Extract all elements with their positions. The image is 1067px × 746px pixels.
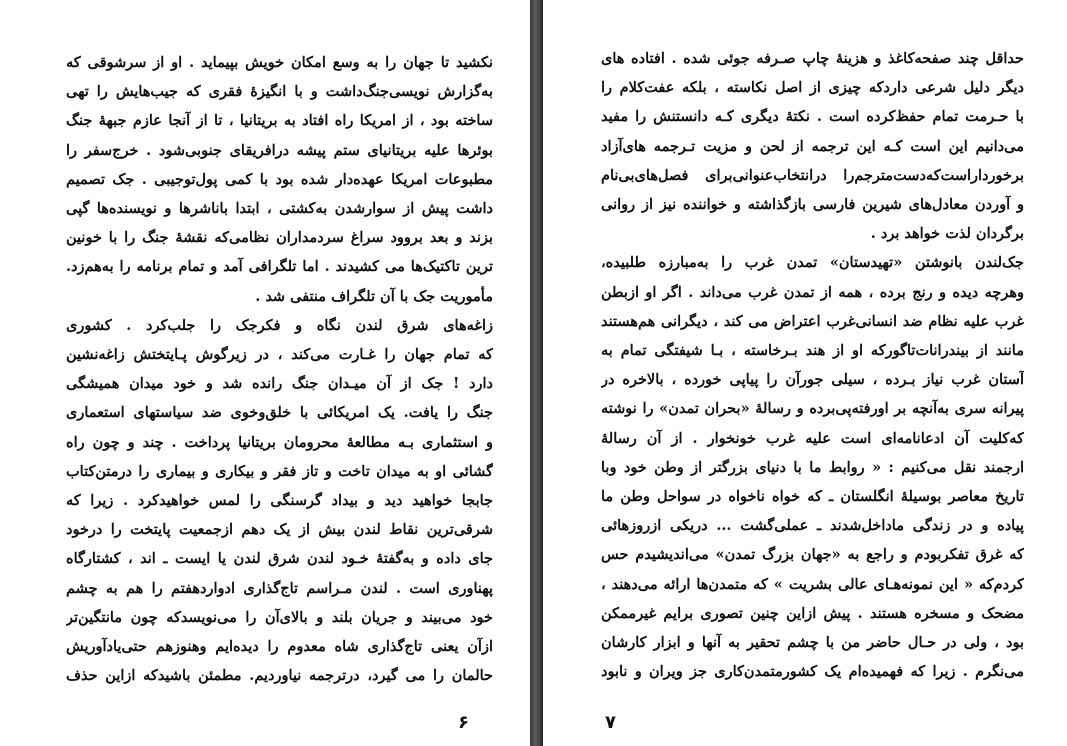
text-line: ساخته بود ، از امریکا راه افتاد به بریتانیا ، تا از آنجا عازم جبههٔ جنگ xyxy=(66,112,493,130)
text-line: گشائی او به میدان تاخت و تاز فقر و بیکاری و بیماری را درمتن‌کتاب xyxy=(66,462,493,480)
text-line: مطبوعات امریکا عهده‌دار شده بود با کمی پول‌توجیبی . جک تصمیم xyxy=(66,170,493,188)
text-line: و آوردن معادل‌های شیرین فارسی بازگذاشته و خواننده نیز از روانی xyxy=(601,196,1024,214)
text-line: به‌گزارش نویسی‌جنگ‌داشت و با انگیزهٔ فقری که جیب‌هایش را تهی xyxy=(66,83,493,101)
text-line: که تمام جهان را غـارت می‌کند ، در زیرگوش پـایتختش زاغه‌نشین xyxy=(66,346,493,364)
text-line: می‌نگرم . زیرا که فهمیده‌ام یک کشورمتمدن‌کاری جز ویران و نابود xyxy=(601,663,1024,681)
right-page xyxy=(543,0,1067,746)
text-line: آستان غرب نیاز بـرده ، سیلی جورآن را پیاپی خورده ، بالاخره در xyxy=(601,371,1024,389)
text-line: جنگ را یافت. یک امریکائی با خلق‌وخوی ضد سیاستهای استعماری xyxy=(66,404,493,422)
text-line: ترین تاکتیک‌ها می کشیدند . اما تلگرافی آمد و تمام برنامه را به‌هم‌زد. xyxy=(66,258,493,276)
text-line: که‌کلیت آن ادعانامه‌ای است علیه غرب خونخوار . از آن رسالهٔ xyxy=(601,429,1024,447)
left-page-number: ۶ xyxy=(458,712,469,733)
text-line: وهرچه دیده و رنج برده ، همه از تمدن غرب می‌داند . اگر او ازبطن xyxy=(601,283,1024,301)
text-line: با حـرمت تمام حفظ‌کرده است . نکتهٔ دیگری کـه دانستنش را مفید xyxy=(601,108,1024,126)
text-line: کردم‌که « این نمونه‌هـای عالی بشریت » که متمدن‌ها ارائه می‌دهند ، xyxy=(601,575,1024,593)
text-line: ارجمند نقل می‌کنیم : « روابط ما با دنیای بزرگتر از وطن خود وبا xyxy=(601,458,1024,476)
text-line: ازآن یعنی تاج‌گذاری شاه معدوم را دیده‌ایم وهنوزهم حتی‌یادآوریش xyxy=(66,638,493,656)
text-line: حالمان را می گیرد، درترجمه نیاوردیم. مطمئن باشیدکه ازاین حذف xyxy=(66,667,493,685)
text-line: که غرق تفکربودم و راجع به «جهان بزرگ تمدن» می‌اندیشیدم حس xyxy=(601,546,1024,564)
text-line: پیرانه سری به‌آنچه بر اورفته‌پی‌برده و رسالهٔ «بحران تمدن» را نوشته xyxy=(601,400,1024,418)
text-line: بزند و بعد بروود سراغ سردمداران نظامی‌که نقشهٔ جنگ را با خونین xyxy=(66,229,493,247)
text-line: می‌دانیم این است کـه این ترجمه از لحن و مزیت تـرجمه های‌آزاد xyxy=(601,137,1024,155)
text-line: بوئرها علیه بریتانیای ستم پیشه درافریقای جنوبی‌شود . خرج‌سفر را xyxy=(66,141,493,159)
text-line: جای داده و به‌گفتهٔ خـود لندن شرق لندن یا ایست ـ اند ، کشتارگاه xyxy=(66,550,493,568)
text-line: جک‌لندن بانوشتن «تهیدستان» تمدن غرب را به‌مبارزه طلبیده، xyxy=(601,254,1024,272)
text-line: برگردان لذت خواهد برد . xyxy=(870,225,1024,243)
text-line: مأموریت جک با آن تلگراف منتفی شد . xyxy=(255,287,493,305)
left-page xyxy=(0,0,530,746)
text-line: شرقی‌ترین نقاط لندن بیش از یک دهم ازجمعیت پایتخت را درخود xyxy=(66,521,493,539)
text-line: خود می‌بیند و جریان بلند و بالای‌آن را می‌نویسدکه چون مانتگین‌تر xyxy=(66,608,493,626)
text-line: بود ، ولی در حـال حاضر من با چشم تحقیر به آنها و ابزار کارشان xyxy=(601,634,1024,652)
text-line: زاغه‌های شرق لندن نگاه و فکرجک را جلب‌کرد . کشوری xyxy=(66,316,493,334)
text-line: غرب علیه نظام ضد انسانی‌غرب اعتراض می کند ، دیگرانی هم‌هستند xyxy=(601,312,1024,330)
text-line: مانند از بیندرانات‌تاگورکه او از هند بـرخاسته ، بـا شیفتگی تمام به xyxy=(601,342,1024,360)
left-page-text xyxy=(66,48,493,690)
text-line: دارد ! جک از آن میـدان جنگ رانده شد و خود میدان همیشگی xyxy=(66,375,493,393)
text-line: برخورداراست‌که‌دست‌مترجم‌را درانتخاب‌عنوانی‌برای فصل‌های‌بی‌نام xyxy=(601,166,1024,184)
text-line: پهناوری است . لندن مـراسم تاج‌گذاری ادواردهفتم را هم به چشم xyxy=(66,579,493,597)
right-page-number: ۷ xyxy=(605,712,616,733)
text-line: نکشید تا جهان را به وسع امکان خویش بپیماید . او از سرشوقی که xyxy=(66,54,493,71)
text-line: پیاده و در زندگی ماداخل‌شدند ـ عملی‌گشت ... دریکی ازروزهائی xyxy=(601,517,1024,535)
text-line: مضحک و مسخره هستند . پیش ازاین چنین تصوری برایم غیرممکن xyxy=(601,604,1024,622)
text-line: و استثماری بـه مطالعهٔ محرومان بریتانیا پرداخت . چند و چون راه xyxy=(66,433,493,451)
text-line: دیگر دلیل شرعی داردکه چیزی از اصل نکاسته ، بلکه عفت‌کلام را xyxy=(601,79,1024,97)
right-page-text xyxy=(601,44,1024,686)
text-line: جابجا خواهید دید و بیداد گرسنگی را لمس خواهیدکرد . زیرا که xyxy=(66,492,493,510)
text-line: تاریخ معاصر بوسیلهٔ انگلستان ـ که خواه ناخواه در سواحل وطن ما xyxy=(601,488,1024,506)
text-line: حداقل چند صفحه‌کاغذ و هزینهٔ چاپ صـرفه جوئی شده . افتاده های xyxy=(601,50,1024,67)
book-spine-gutter xyxy=(530,0,543,746)
text-line: داشت پیش از سوارشدن به‌کشتی ، ابتدا با‌ناشرها و نویسنده‌ها گپی xyxy=(66,200,493,218)
